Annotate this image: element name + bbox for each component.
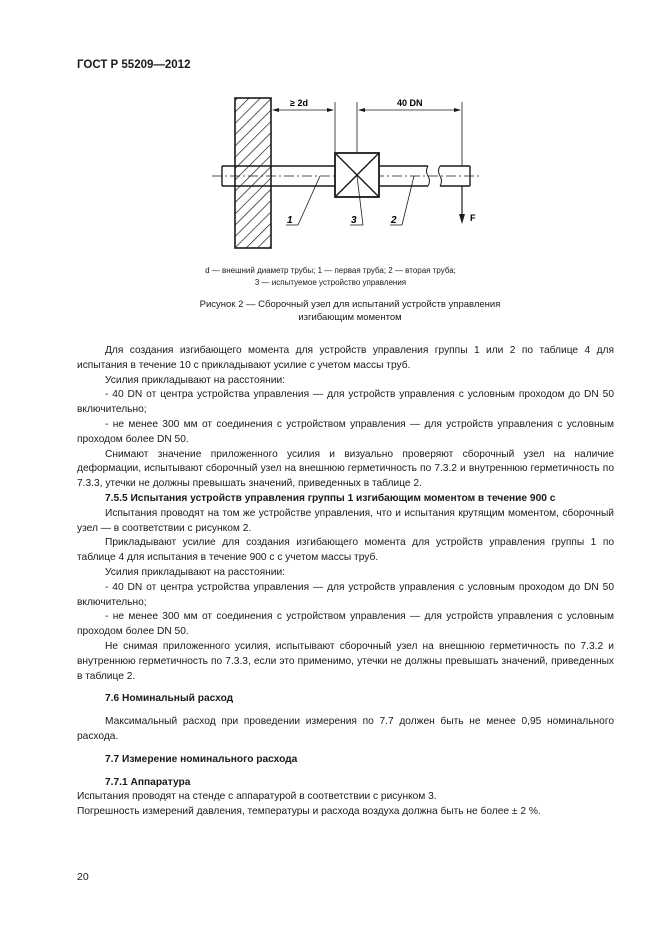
paragraph: - 40 DN от центра устройства управления — для устройств управления с условным проходом до DN 50 включительно; [77, 581, 614, 608]
section-heading-7-7-1: 7.7.1 Аппаратура [105, 776, 191, 788]
figure-legend-line-2: 3 — испытуемое устройство управления [254, 278, 407, 287]
figure-title-line-1: Рисунок 2 — Сборочный узел для испытаний устройств управления [199, 299, 501, 310]
assembly-figure [200, 90, 490, 260]
force-label: F [470, 213, 476, 223]
paragraph: - не менее 300 мм от соединения с устройством управления — для устройств управления с условным проходом более DN 50. [77, 418, 614, 445]
page-number: 20 [77, 871, 89, 883]
document-header: ГОСТ Р 55209—2012 [77, 59, 191, 71]
figure-title-line-2: изгибающим моментом [298, 312, 402, 323]
paragraph: Усилия прикладывают на расстоянии: [105, 566, 285, 578]
paragraph: - не менее 300 мм от соединения с устройством управления — для устройств управления с условным проходом более DN 50. [77, 611, 614, 638]
paragraph: Испытания проводят на том же устройстве управления, что и испытания крутящим моментом, сборочный узел — в соответствии с рисунком 2. [77, 507, 614, 534]
label-1: 1 [287, 215, 293, 226]
paragraph: - 40 DN от центра устройства управления — для устройств управления с условным проходом до DN 50 включительно; [77, 389, 614, 416]
paragraph: Погрешность измерений давления, температуры и расхода воздуха должна быть не более ± 2 %. [77, 806, 541, 818]
paragraph: Не снимая приложенного усилия, испытывают сборочный узел на внешнюю герметичность по 7.3.2 и внутреннюю герметичность по 7.3.3, если это применимо, утечки не должны превышать значений, приведенных в таблице 2. [77, 640, 614, 682]
label-3: 3 [351, 215, 357, 226]
hatched-wall [235, 98, 271, 248]
section-heading-7-7: 7.7 Измерение номинального расхода [105, 753, 298, 765]
paragraph: Максимальный расход при проведении измерения по 7.7 должен быть не менее 0,95 номинального расхода. [77, 716, 614, 742]
figure-legend-line-1: d — внешний диаметр трубы; 1 — первая труба; 2 — вторая труба; [205, 266, 456, 275]
paragraph: Снимают значение приложенного усилия и визуально проверяют сборочный узел на наличие деформации, испытывают сборочный узел на внешнюю герметичность по 7.3.2 и внутреннюю герметичность по 7.3.3, утечки не должны превышать значений, приведенных в таблице 2. [77, 448, 614, 490]
dim-label-40dn: 40 DN [397, 98, 423, 108]
label-2: 2 [391, 215, 397, 226]
section-heading-7-5-5: 7.5.5 Испытания устройств управления группы 1 изгибающим моментом в течение 900 с [105, 492, 556, 504]
paragraph: Усилия прикладывают на расстоянии: [105, 374, 285, 386]
paragraph: Прикладывают усилие для создания изгибающего момента для устройств управления группы 1 по таблице 4 для испытания в течение 900 с с учетом массы труб. [77, 537, 614, 564]
body-text [77, 344, 614, 820]
paragraph: Испытания проводят на стенде с аппаратурой в соответствии с рисунком 3. [77, 791, 437, 803]
paragraph: Для создания изгибающего момента для устройств управления группы 1 или 2 по таблице 4 для испытания в течение 10 с прикладывают усилие с учетом массы труб. [77, 345, 614, 371]
section-heading-7-6: 7.6 Номинальный расход [105, 693, 234, 705]
dim-label-2d: ≥ 2d [290, 98, 308, 108]
